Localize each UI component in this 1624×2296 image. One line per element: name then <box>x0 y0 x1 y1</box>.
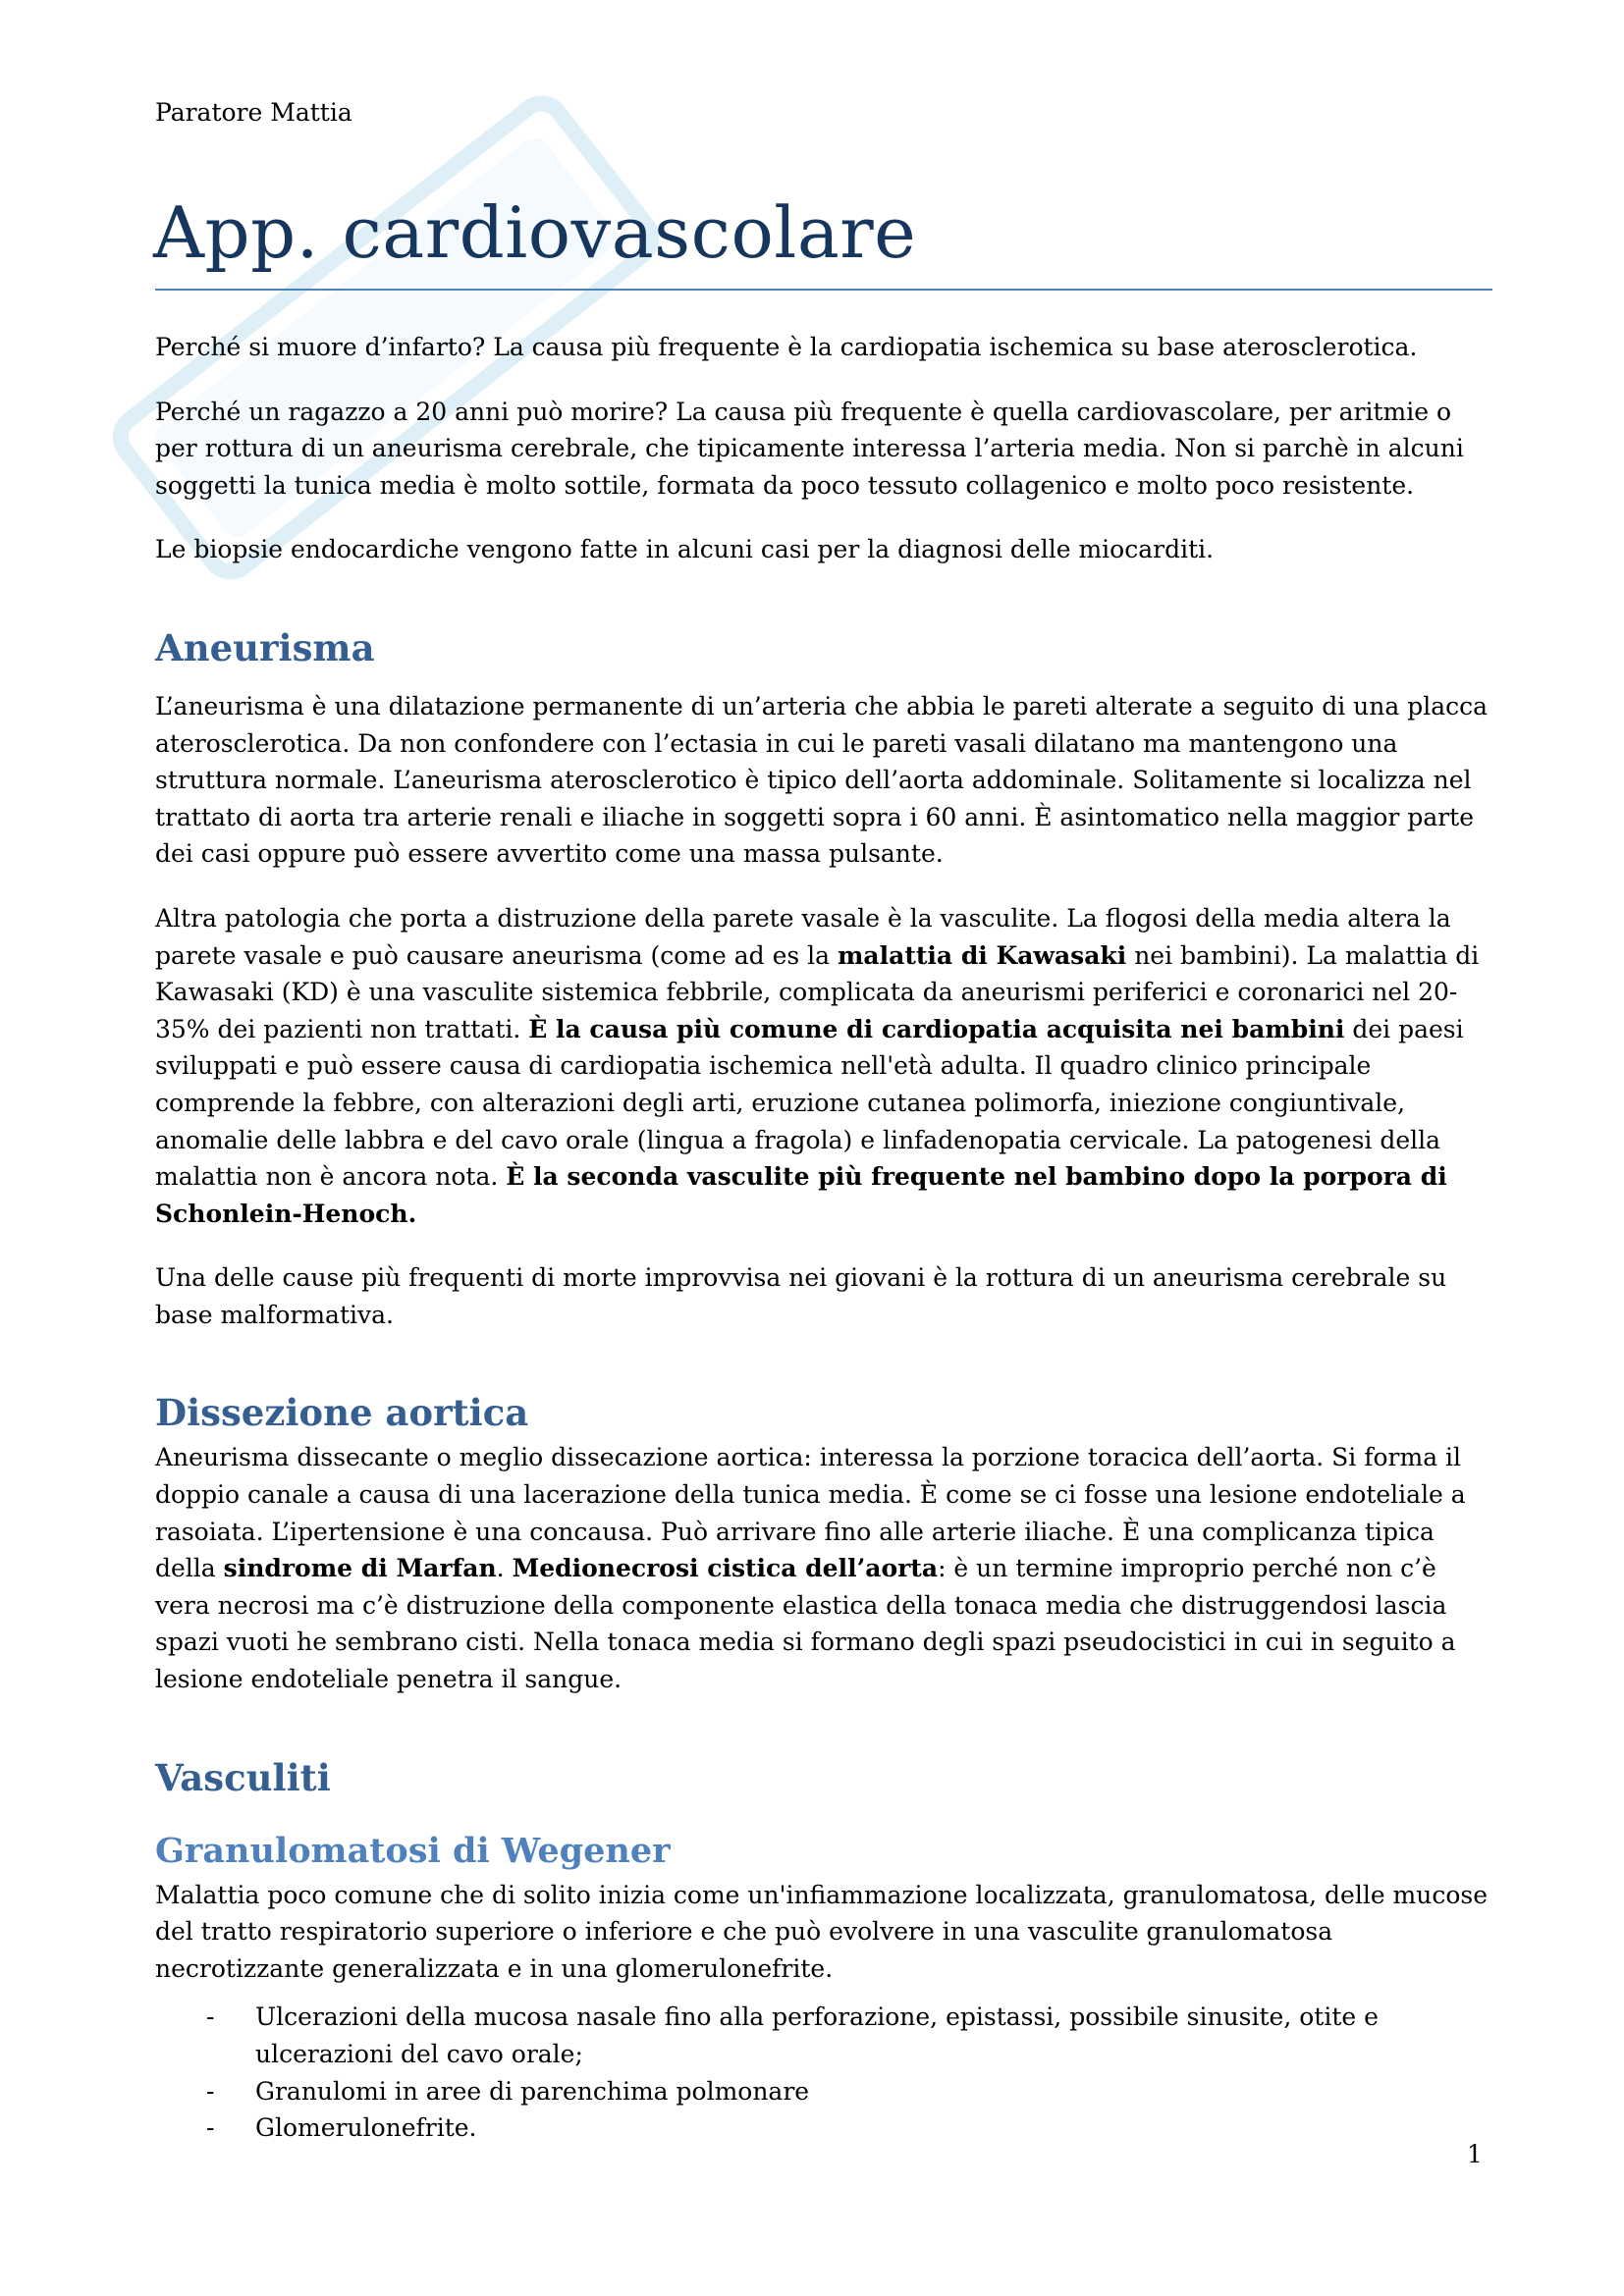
document-body <box>155 329 1492 2147</box>
wegener-paragraph: Malattia poco comune che di solito inizia come un'infiammazione localizzata, granulomatosa, delle mucose del tratto respiratorio superiore o inferiore e che può evolvere in una vasculite granulomatosa necrotizzante generalizzata e in una glomerulonefrite. <box>155 1880 1489 1983</box>
section-heading-dissezione: Dissezione aortica <box>155 1391 529 1435</box>
kawasaki-second-bold: È la seconda vasculite più frequente nel bambino dopo la porpora di Schonlein-Henoch. <box>155 1162 1447 1228</box>
kawasaki-bold: malattia di Kawasaki <box>837 940 1127 970</box>
page-number: 1 <box>1467 2140 1483 2168</box>
medionecrosi-bold: Medionecrosi cistica dell’aorta <box>512 1554 939 1583</box>
page-title: App. cardiovascolare <box>153 191 917 274</box>
wegener-list <box>155 1999 1492 2146</box>
kawasaki-cause-bold: È la causa più comune di cardiopatia acquisita nei bambini <box>528 1014 1345 1043</box>
list-item: - Ulcerazioni della mucosa nasale fino alla perforazione, epistassi, possibile sinusite, otite e ulcerazioni del cavo orale; <box>155 1999 1492 2072</box>
intro-paragraph-2: Perché un ragazzo a 20 anni può morire? La causa più frequente è quella cardiovascolare, per aritmie o per rottura di un aneurisma cerebrale, che tipicamente interessa l’arteria media. Non si parchè in alcuni soggetti la tunica media è molto sottile, formata da poco tessuto collagenico e molto poco resistente. <box>155 397 1464 500</box>
marfan-bold: sindrome di Marfan <box>223 1554 497 1583</box>
aneurisma-paragraph-1: L’aneurisma è una dilatazione permanente di un’arteria che abbia le pareti alterate a seguito di una placca aterosclerotica. Da non confondere con l’ectasia in cui le pareti vasali dilatano ma mantengono una struttura normale. L’aneurisma aterosclerotico è tipico dell’aorta addominale. Solitamente si localizza nel trattato di aorta tra arterie renali e iliache in soggetti sopra i 60 anni. È asintomatico nella maggior parte dei casi oppure può essere avvertito come una massa pulsante. <box>155 691 1489 869</box>
title-underline <box>155 289 1492 291</box>
section-heading-vasculiti: Vasculiti <box>155 1755 331 1799</box>
dissezione-paragraph: Aneurisma dissecante o meglio dissecazione aortica: interessa la porzione toracica dell’aorta. Si forma il doppio canale a causa di una lacerazione della tunica media. È come se ci fosse una lesione endoteliale a rasoiata. L’ipertensione è una concausa. Può arrivare fino alle arterie iliache. È una complicanza tipica della sindrome di Marfan. Medionecrosi cistica dell’aorta: è un termine improprio perché non c’è vera necrosi ma c’è distruzione della componente elastica della tonaca media che distruggendosi lascia spazi vuoti he sembrano cisti. Nella tonaca media si formano degli spazi pseudocistici in cui in seguito a lesione endoteliale penetra il sangue. <box>155 1443 1466 1694</box>
intro-paragraph-1: Perché si muore d’infarto? La causa più frequente è la cardiopatia ischemica su base aterosclerotica. <box>155 333 1418 361</box>
subsection-heading-wegener: Granulomatosi di Wegener <box>155 1830 671 1871</box>
section-heading-aneurisma: Aneurisma <box>155 625 375 669</box>
list-item: - Granulomi in aree di parenchima polmonare <box>155 2073 1492 2110</box>
intro-paragraph-3: Le biopsie endocardiche vengono fatte in alcuni casi per la diagnosi delle miocarditi. <box>155 535 1215 564</box>
aneurisma-paragraph-3: Una delle cause più frequenti di morte improvvisa nei giovani è la rottura di un aneurisma cerebrale su base malformativa. <box>155 1263 1447 1329</box>
aneurisma-paragraph-2: Altra patologia che porta a distruzione della parete vasale è la vasculite. La flogosi della media altera la parete vasale e può causare aneurisma (come ad es la malattia di Kawasaki nei bambini). La malattia di Kawasaki (KD) è una vasculite sistemica febbrile, complicata da aneurismi periferici e coronarici nel 20-35% dei pazienti non trattati. È la causa più comune di cardiopatia acquisita nei bambini dei paesi sviluppati e può essere causa di cardiopatia ischemica nell'età adulta. Il quadro clinico principale comprende la febbre, con alterazioni degli arti, eruzione cutanea polimorfa, iniezione congiuntivale, anomalie delle labbra e del cavo orale (lingua a fragola) e linfadenopatia cervicale. La patogenesi della malattia non è ancora nota. È la seconda vasculite più frequente nel bambino dopo la porpora di Schonlein-Henoch. <box>155 903 1480 1228</box>
author-name: Paratore Mattia <box>155 98 352 127</box>
list-item: - Glomerulonefrite. <box>155 2109 1492 2147</box>
